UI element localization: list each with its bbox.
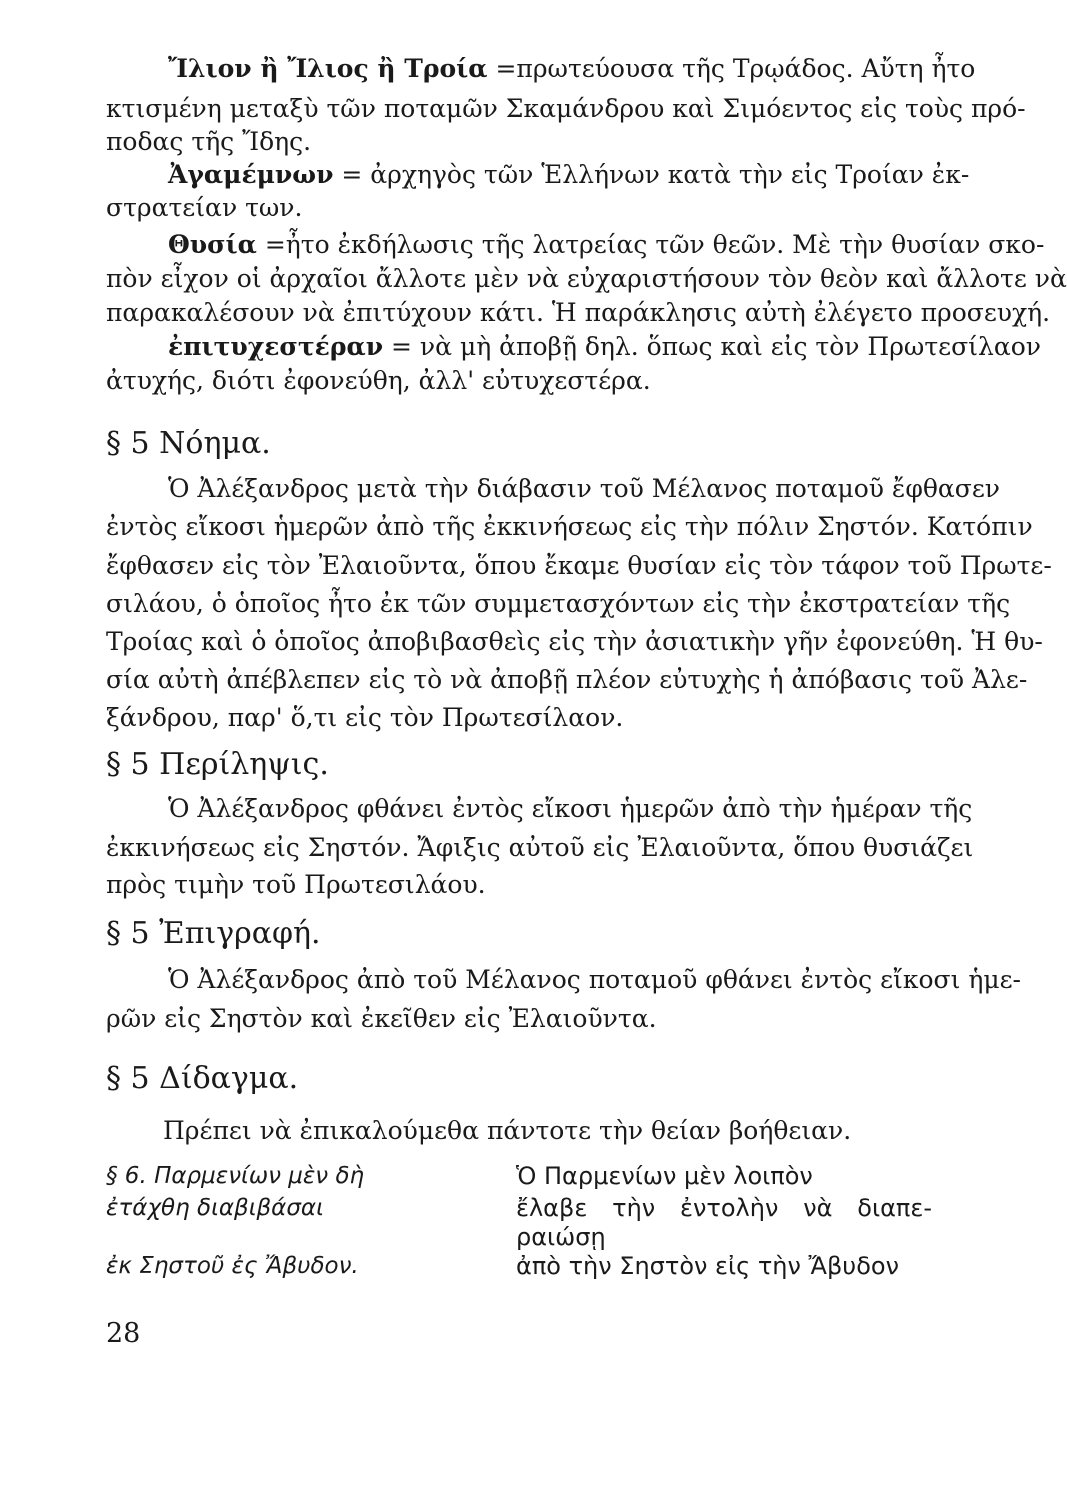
glossary-agamemnon: Ἀγαμέμνων = ἀρχηγὸς τῶν Ἑλλήνων κατὰ τὴν εἰς Τροίαν ἐκ- bbox=[168, 160, 970, 189]
term-thysia: Θυσία bbox=[168, 230, 257, 259]
modern-translation-line: Ὁ Παρμενίων μὲν λοιπὸν bbox=[516, 1162, 813, 1190]
perilipsis-line: ἐκκινήσεως εἰς Σηστόν. Ἄφιξις αὐτοῦ εἰς Ἐλαιοῦντα, ὅπου θυσιάζει bbox=[106, 833, 974, 862]
term-agamemnon: Ἀγαμέμνων bbox=[168, 160, 334, 189]
epigrafi-line: ρῶν εἰς Σηστὸν καὶ ἐκεῖθεν εἰς Ἐλαιοῦντα. bbox=[106, 1004, 657, 1033]
heading-didagma: § 5 Δίδαγμα. bbox=[106, 1061, 299, 1096]
modern-translation-line: ἀπὸ τὴν Σηστὸν εἰς τὴν Ἄβυδον bbox=[516, 1252, 899, 1280]
ancient-text-line: § 6. Παρμενίων μὲν δὴ bbox=[106, 1163, 365, 1189]
noima-line: σία αὐτὴ ἀπέβλεπεν εἰς τὸ νὰ ἀποβῇ πλέον εὐτυχὴς ἡ ἀπόβασις τοῦ Ἀλε- bbox=[106, 665, 1028, 694]
perilipsis-line: πρὸς τιμὴν τοῦ Πρωτεσιλάου. bbox=[106, 870, 486, 899]
noima-line: ἔφθασεν εἰς τὸν Ἐλαιοῦντα, ὅπου ἔκαμε θυσίαν εἰς τὸν τάφον τοῦ Πρωτε- bbox=[106, 551, 1052, 580]
modern-translation-line: ἔλαβε τὴν ἐντολὴν νὰ διαπε- bbox=[516, 1194, 932, 1222]
noima-line: ξάνδρου, παρ' ὅ,τι εἰς τὸν Πρωτεσίλαον. bbox=[106, 703, 624, 732]
ancient-text-line: ἐκ Σηστοῦ ἐς Ἄβυδον. bbox=[106, 1253, 359, 1279]
term-ilion: Ἴλιον ἢ Ἴλιος ἢ Τροία bbox=[168, 54, 488, 83]
glossary-ilion-line3: ποδας τῆς Ἴδης. bbox=[106, 127, 312, 156]
term-epityx: ἐπιτυχεστέραν bbox=[168, 332, 384, 361]
noima-line: ἐντὸς εἴκοσι ἡμερῶν ἀπὸ τῆς ἐκκινήσεως εἰς τὴν πόλιν Σηστόν. Κατόπιν bbox=[106, 512, 1033, 541]
glossary-epityx: ἐπιτυχεστέραν = νὰ μὴ ἀποβῇ δηλ. ὅπως καὶ εἰς τὸν Πρωτεσίλαον bbox=[168, 332, 1041, 361]
noima-line: Τροίας καὶ ὁ ὁποῖος ἀποβιβασθεὶς εἰς τὴν ἀσιατικὴν γῆν ἐφονεύθη. Ἡ θυ- bbox=[106, 627, 1043, 656]
glossary-thysia-line3: παρακαλέσουν νὰ ἐπιτύχουν κάτι. Ἡ παράκλησις αὐτὴ ἐλέγετο προσευχή. bbox=[106, 298, 1051, 327]
heading-epigrafi: § 5 Ἐπιγραφή. bbox=[106, 916, 321, 951]
heading-perilipsis: § 5 Περίληψις. bbox=[106, 747, 329, 782]
page-number: 28 bbox=[106, 1318, 141, 1349]
glossary-thysia-line2: πὸν εἶχον οἱ ἀρχαῖοι ἄλλοτε μὲν νὰ εὐχαριστήσουν τὸν θεὸν καὶ ἄλλοτε νὰ bbox=[106, 264, 1067, 293]
glossary-epityx-line2: ἀτυχής, διότι ἐφονεύθη, ἀλλ' εὐτυχεστέρα. bbox=[106, 366, 651, 395]
epigrafi-line: Ὁ Ἀλέξανδρος ἀπὸ τοῦ Μέλανος ποταμοῦ φθάνει ἐντὸς εἴκοσι ἡμε- bbox=[168, 965, 1021, 994]
glossary-thysia: Θυσία =ἦτο ἐκδήλωσις τῆς λατρείας τῶν θεῶν. Μὲ τὴν θυσίαν σκο- bbox=[168, 230, 1045, 259]
heading-noima: § 5 Νόημα. bbox=[106, 426, 271, 461]
glossary-ilion-line2: κτισμένη μεταξὺ τῶν ποταμῶν Σκαμάνδρου καὶ Σιμόεντος εἰς τοὺς πρό- bbox=[106, 94, 1026, 123]
glossary-agamemnon-line2: στρατείαν των. bbox=[106, 193, 303, 222]
ancient-text-line: ἐτάχθη διαβιβάσαι bbox=[106, 1195, 324, 1221]
glossary-ilion: Ἴλιον ἢ Ἴλιος ἢ Τροία =πρωτεύουσα τῆς Τρῳάδος. Αὔτη ἦτο bbox=[168, 54, 976, 83]
noima-line: σιλάου, ὁ ὁποῖος ἦτο ἐκ τῶν συμμετασχόντων εἰς τὴν ἐκστρατείαν τῆς bbox=[106, 589, 1011, 618]
modern-translation-line: ραιώσῃ bbox=[516, 1223, 606, 1251]
noima-line: Ὁ Ἀλέξανδρος μετὰ τὴν διάβασιν τοῦ Μέλανος ποταμοῦ ἔφθασεν bbox=[168, 474, 1000, 503]
perilipsis-line: Ὁ Ἀλέξανδρος φθάνει ἐντὸς εἴκοσι ἡμερῶν ἀπὸ τὴν ἡμέραν τῆς bbox=[168, 794, 973, 823]
didagma-line: Πρέπει νὰ ἐπικαλούμεθα πάντοτε τὴν θείαν βοήθειαν. bbox=[163, 1116, 852, 1145]
